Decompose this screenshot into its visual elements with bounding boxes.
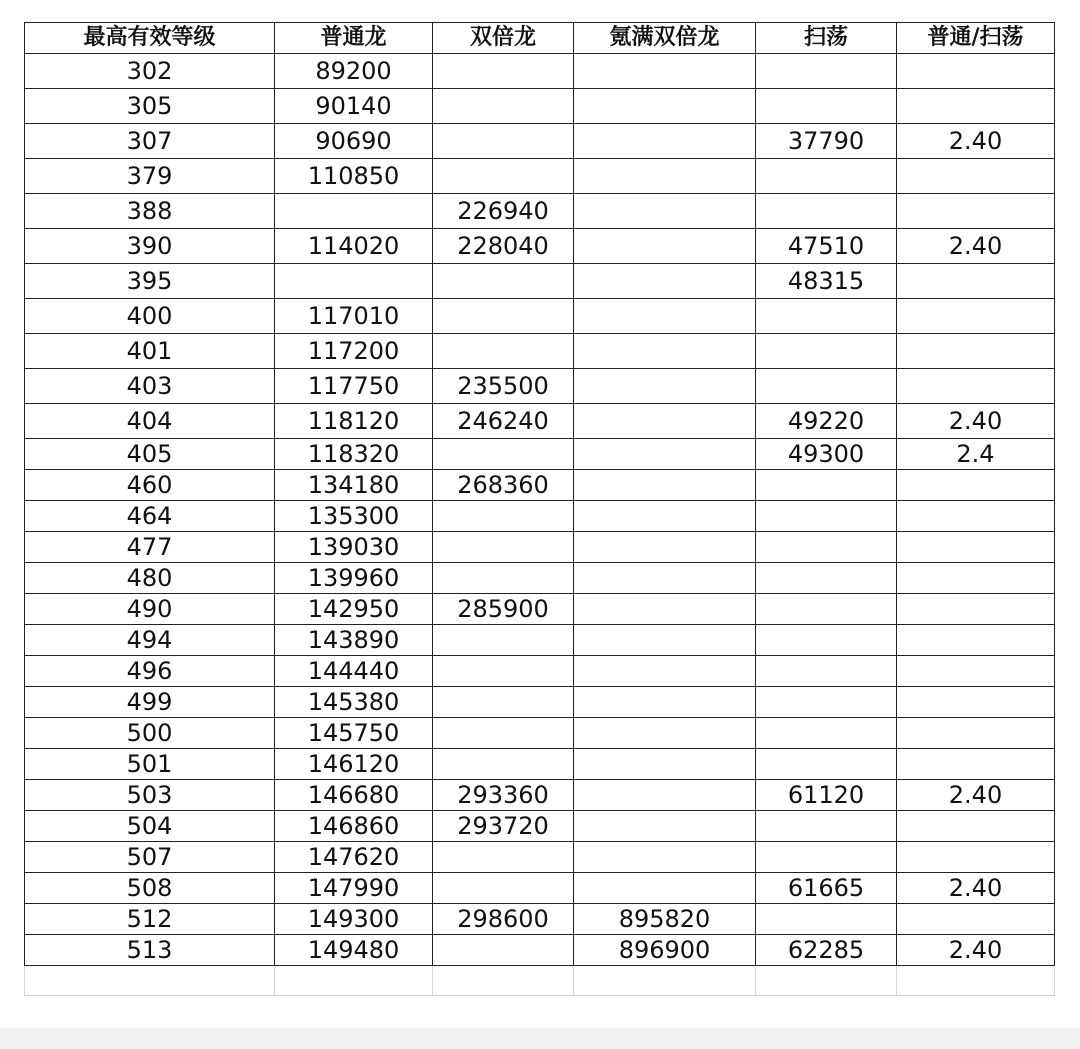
empty-cell <box>433 966 574 996</box>
table-cell: 117200 <box>275 334 433 369</box>
table-cell: 490 <box>25 594 275 625</box>
table-cell: 90140 <box>275 89 433 124</box>
table-cell <box>897 625 1055 656</box>
table-row <box>25 780 1055 811</box>
table-cell: 226940 <box>433 194 574 229</box>
table-cell <box>574 229 756 264</box>
table-cell: 139030 <box>275 532 433 563</box>
table-cell: 134180 <box>275 470 433 501</box>
table-cell: 2.40 <box>897 229 1055 264</box>
table-cell <box>574 54 756 89</box>
table-cell <box>574 811 756 842</box>
table-cell <box>574 532 756 563</box>
table-row <box>25 718 1055 749</box>
table-cell: 496 <box>25 656 275 687</box>
table-cell <box>756 299 897 334</box>
table-cell: 499 <box>25 687 275 718</box>
table-cell <box>897 89 1055 124</box>
table-cell <box>756 470 897 501</box>
table-cell: 117010 <box>275 299 433 334</box>
table-cell <box>433 656 574 687</box>
table-cell <box>756 501 897 532</box>
table-cell: 2.40 <box>897 935 1055 966</box>
table-cell <box>897 811 1055 842</box>
header-cell: 扫荡 <box>756 23 897 54</box>
header-cell: 双倍龙 <box>433 23 574 54</box>
table-cell <box>897 904 1055 935</box>
bottom-band <box>0 1028 1080 1049</box>
table-cell <box>433 124 574 159</box>
table-cell <box>897 532 1055 563</box>
table-cell: 139960 <box>275 563 433 594</box>
table-cell <box>574 718 756 749</box>
table-cell: 61120 <box>756 780 897 811</box>
table-cell: 395 <box>25 264 275 299</box>
table-cell <box>574 89 756 124</box>
table-cell: 293720 <box>433 811 574 842</box>
table-row <box>25 625 1055 656</box>
table-cell <box>433 89 574 124</box>
table-cell <box>897 299 1055 334</box>
table-cell: 480 <box>25 563 275 594</box>
table-cell: 307 <box>25 124 275 159</box>
table-cell: 37790 <box>756 124 897 159</box>
table-cell <box>756 842 897 873</box>
table-cell: 118320 <box>275 439 433 470</box>
table-cell: 293360 <box>433 780 574 811</box>
table-cell: 500 <box>25 718 275 749</box>
table-cell: 501 <box>25 749 275 780</box>
table-cell <box>897 842 1055 873</box>
table-cell <box>574 124 756 159</box>
table-cell: 144440 <box>275 656 433 687</box>
table-cell: 149300 <box>275 904 433 935</box>
table-cell <box>756 687 897 718</box>
table-cell: 2.40 <box>897 124 1055 159</box>
table-cell: 135300 <box>275 501 433 532</box>
table-cell <box>897 264 1055 299</box>
table-cell <box>433 842 574 873</box>
table-row <box>25 594 1055 625</box>
table-cell <box>574 594 756 625</box>
table-row <box>25 656 1055 687</box>
table-cell <box>897 687 1055 718</box>
table-cell: 147990 <box>275 873 433 904</box>
table-row <box>25 563 1055 594</box>
table-cell <box>574 439 756 470</box>
table-cell: 401 <box>25 334 275 369</box>
table-row <box>25 159 1055 194</box>
table-cell: 2.40 <box>897 873 1055 904</box>
table-cell <box>433 625 574 656</box>
table-cell: 48315 <box>756 264 897 299</box>
table-cell: 504 <box>25 811 275 842</box>
table-cell <box>433 439 574 470</box>
table-cell: 47510 <box>756 229 897 264</box>
table-cell <box>756 89 897 124</box>
table-cell: 404 <box>25 404 275 439</box>
table-cell: 302 <box>25 54 275 89</box>
table-cell <box>433 935 574 966</box>
table-cell <box>574 656 756 687</box>
table-row <box>25 334 1055 369</box>
table-cell: 512 <box>25 904 275 935</box>
table-cell <box>756 334 897 369</box>
table-row <box>25 935 1055 966</box>
table-cell <box>897 594 1055 625</box>
table-cell <box>756 54 897 89</box>
table-cell <box>897 159 1055 194</box>
table-cell <box>574 264 756 299</box>
table-cell: 110850 <box>275 159 433 194</box>
table-row <box>25 194 1055 229</box>
table-row <box>25 687 1055 718</box>
table-cell <box>897 749 1055 780</box>
table-cell: 49300 <box>756 439 897 470</box>
table-cell <box>574 299 756 334</box>
table-row <box>25 299 1055 334</box>
table-cell: 117750 <box>275 369 433 404</box>
table-row <box>25 89 1055 124</box>
table-cell <box>433 873 574 904</box>
table-cell <box>275 194 433 229</box>
table-cell: 146120 <box>275 749 433 780</box>
empty-cell <box>574 966 756 996</box>
table-cell <box>897 194 1055 229</box>
table-cell <box>574 159 756 194</box>
table-row <box>25 264 1055 299</box>
table-cell <box>756 532 897 563</box>
table-cell <box>433 159 574 194</box>
table-cell <box>756 194 897 229</box>
table-cell: 146680 <box>275 780 433 811</box>
table-cell: 2.4 <box>897 439 1055 470</box>
table-cell: 246240 <box>433 404 574 439</box>
table-cell <box>433 687 574 718</box>
table-cell: 142950 <box>275 594 433 625</box>
table-cell: 90690 <box>275 124 433 159</box>
table-row <box>25 904 1055 935</box>
table-cell: 114020 <box>275 229 433 264</box>
table-cell <box>433 264 574 299</box>
table-cell <box>756 625 897 656</box>
header-cell: 普通/扫荡 <box>897 23 1055 54</box>
table-cell <box>433 718 574 749</box>
table-cell <box>433 299 574 334</box>
table-row <box>25 873 1055 904</box>
table-cell <box>574 625 756 656</box>
header-row <box>25 23 1055 54</box>
header-cell: 普通龙 <box>275 23 433 54</box>
empty-cell <box>756 966 897 996</box>
table-row <box>25 369 1055 404</box>
table-cell: 503 <box>25 780 275 811</box>
table-cell <box>275 264 433 299</box>
table-row <box>25 229 1055 264</box>
table-cell: 403 <box>25 369 275 404</box>
table-cell <box>756 656 897 687</box>
table-cell: 494 <box>25 625 275 656</box>
table-cell <box>756 369 897 404</box>
table-cell <box>433 749 574 780</box>
table-cell: 145750 <box>275 718 433 749</box>
table-cell <box>433 532 574 563</box>
table-cell <box>574 687 756 718</box>
table-cell <box>433 501 574 532</box>
table-cell: 285900 <box>433 594 574 625</box>
table-cell <box>433 334 574 369</box>
table-cell: 464 <box>25 501 275 532</box>
table-cell <box>574 780 756 811</box>
table-cell: 379 <box>25 159 275 194</box>
table-cell: 49220 <box>756 404 897 439</box>
table-cell <box>574 501 756 532</box>
header-cell: 最高有效等级 <box>25 23 275 54</box>
table-row <box>25 842 1055 873</box>
table-cell: 147620 <box>275 842 433 873</box>
table-row <box>25 54 1055 89</box>
table-cell <box>433 563 574 594</box>
table-cell: 61665 <box>756 873 897 904</box>
table-cell <box>574 842 756 873</box>
table-row <box>25 532 1055 563</box>
table-cell: 89200 <box>275 54 433 89</box>
empty-row <box>25 966 1055 996</box>
header-cell: 氪满双倍龙 <box>574 23 756 54</box>
table-cell <box>756 718 897 749</box>
table-cell <box>756 749 897 780</box>
table-cell: 400 <box>25 299 275 334</box>
table-cell <box>756 159 897 194</box>
table-cell <box>756 594 897 625</box>
table-cell: 62285 <box>756 935 897 966</box>
table-cell: 388 <box>25 194 275 229</box>
table-cell <box>574 563 756 594</box>
table-cell: 305 <box>25 89 275 124</box>
empty-cell <box>25 966 275 996</box>
table-cell: 146860 <box>275 811 433 842</box>
table-cell <box>897 656 1055 687</box>
table-cell: 508 <box>25 873 275 904</box>
table-cell <box>897 470 1055 501</box>
table-cell: 2.40 <box>897 780 1055 811</box>
empty-cell <box>275 966 433 996</box>
table-cell: 507 <box>25 842 275 873</box>
table-cell: 145380 <box>275 687 433 718</box>
table-cell: 405 <box>25 439 275 470</box>
table-cell <box>897 369 1055 404</box>
empty-cell <box>897 966 1055 996</box>
table-cell: 460 <box>25 470 275 501</box>
table-cell: 895820 <box>574 904 756 935</box>
table-cell <box>897 563 1055 594</box>
table-cell: 2.40 <box>897 404 1055 439</box>
table-cell: 477 <box>25 532 275 563</box>
table-row <box>25 470 1055 501</box>
table-cell <box>433 54 574 89</box>
table-cell <box>574 404 756 439</box>
table-cell <box>897 334 1055 369</box>
table-cell <box>756 811 897 842</box>
table-cell <box>574 470 756 501</box>
table-cell: 268360 <box>433 470 574 501</box>
table-cell <box>897 54 1055 89</box>
table-cell: 390 <box>25 229 275 264</box>
table-row <box>25 404 1055 439</box>
table-cell <box>756 904 897 935</box>
table-cell: 235500 <box>433 369 574 404</box>
table-cell: 149480 <box>275 935 433 966</box>
table-cell <box>574 873 756 904</box>
table-cell <box>574 369 756 404</box>
table-row <box>25 439 1055 470</box>
table-cell: 118120 <box>275 404 433 439</box>
table-cell <box>574 749 756 780</box>
table-cell <box>574 334 756 369</box>
table-cell: 513 <box>25 935 275 966</box>
table-cell <box>897 718 1055 749</box>
table-cell <box>574 194 756 229</box>
table-cell: 298600 <box>433 904 574 935</box>
data-table <box>24 22 1055 996</box>
table-row <box>25 124 1055 159</box>
table-body <box>25 54 1055 996</box>
table-cell: 143890 <box>275 625 433 656</box>
table-cell: 896900 <box>574 935 756 966</box>
table-cell: 228040 <box>433 229 574 264</box>
table-row <box>25 501 1055 532</box>
table-cell <box>756 563 897 594</box>
table-row <box>25 749 1055 780</box>
table-cell <box>897 501 1055 532</box>
table-row <box>25 811 1055 842</box>
